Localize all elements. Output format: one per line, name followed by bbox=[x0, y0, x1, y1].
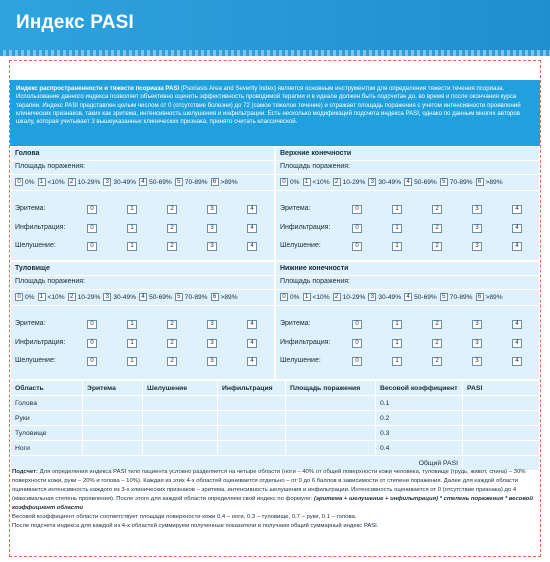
sign-label: Эритема: bbox=[280, 320, 311, 327]
input-cell[interactable] bbox=[83, 396, 143, 411]
panel-head bbox=[10, 146, 275, 261]
table-row bbox=[11, 426, 540, 441]
area-checkbox[interactable]: 2 bbox=[333, 178, 341, 186]
row-area: Ноги bbox=[11, 441, 83, 456]
area-checkbox[interactable]: 3 bbox=[368, 293, 376, 301]
panel-title: Туловище bbox=[15, 265, 50, 272]
input-cell[interactable] bbox=[218, 396, 286, 411]
score-checkbox[interactable]: 0 bbox=[352, 357, 362, 366]
score-checkbox[interactable]: 0 bbox=[87, 357, 97, 366]
area-checkbox[interactable]: 5 bbox=[440, 178, 448, 186]
col-area: Область bbox=[11, 381, 83, 396]
area-option[interactable] bbox=[15, 178, 35, 186]
sign-row bbox=[15, 242, 273, 254]
score-checkbox[interactable]: 3 bbox=[207, 242, 217, 251]
area-option[interactable] bbox=[139, 293, 172, 301]
score-checkbox[interactable]: 3 bbox=[472, 205, 482, 214]
area-checkbox[interactable]: 5 bbox=[175, 293, 183, 301]
page-header bbox=[0, 0, 550, 50]
area-options bbox=[15, 178, 241, 186]
area-option-label: 50-69% bbox=[149, 293, 172, 301]
area-option[interactable] bbox=[68, 178, 101, 186]
sign-row bbox=[15, 357, 273, 369]
area-option[interactable] bbox=[68, 293, 101, 301]
area-checkbox[interactable]: 4 bbox=[139, 178, 147, 186]
area-checkbox[interactable]: 3 bbox=[103, 293, 111, 301]
area-option-label: <10% bbox=[47, 293, 65, 301]
score-checkbox[interactable]: 2 bbox=[432, 357, 442, 366]
intro-block bbox=[10, 80, 540, 146]
input-cell[interactable] bbox=[83, 426, 143, 441]
score-checkbox[interactable]: 4 bbox=[512, 357, 522, 366]
row-area: Руки bbox=[11, 411, 83, 426]
area-checkbox[interactable]: 3 bbox=[103, 178, 111, 186]
score-checkbox[interactable]: 3 bbox=[472, 320, 482, 329]
input-cell[interactable] bbox=[218, 441, 286, 456]
area-option-label: 0% bbox=[290, 178, 300, 186]
score-checkbox[interactable]: 2 bbox=[167, 242, 177, 251]
area-checkbox[interactable]: 1 bbox=[38, 293, 46, 301]
area-checkbox[interactable]: 4 bbox=[404, 178, 412, 186]
panel-title: Верхние конечности bbox=[280, 150, 352, 157]
input-cell[interactable] bbox=[143, 426, 218, 441]
panel-upper-limbs bbox=[275, 146, 540, 261]
panel-title: Голова bbox=[15, 150, 40, 157]
score-checkbox[interactable]: 3 bbox=[207, 357, 217, 366]
area-option[interactable] bbox=[440, 293, 473, 301]
score-checkbox[interactable]: 4 bbox=[247, 357, 257, 366]
col-erythema: Эритема bbox=[83, 381, 143, 396]
area-option-label: 70-89% bbox=[184, 178, 208, 186]
sign-label: Эритема: bbox=[15, 320, 46, 327]
score-checkbox[interactable]: 4 bbox=[512, 339, 522, 348]
divider bbox=[11, 275, 274, 276]
score-checkbox[interactable]: 3 bbox=[207, 320, 217, 329]
area-checkbox[interactable]: 4 bbox=[139, 293, 147, 301]
sign-label: Инфильтрация: bbox=[15, 224, 66, 231]
col-scaling: Шелушение bbox=[143, 381, 218, 396]
score-checkbox[interactable]: 0 bbox=[352, 242, 362, 251]
score-checkbox[interactable]: 1 bbox=[127, 339, 137, 348]
footer-p1: Для определения индекса PASI тело пациента условно разделяется на четыре области (ноги – 40% от общей поверхности кожи человека, туловище (грудь, живот, спина) – 30% поверхности кожи, руки – 20% и голова – 10%). Каждая из этих 4-х областей оценивается отдельно – от 0 до 6 баллов в зависимости от степени поражения. Далее для каждой области оценивается интенсивность каждого из 3-х клинических признаков – эритема, интенсивность шелушения и инфильтрации. Интенсивность оценивается от 0 (отсутствие признака) до 4 (максимальная степень проявления). После этого для каждой области определяем свой индекс по формуле: bbox=[12, 469, 526, 502]
input-cell[interactable] bbox=[143, 441, 218, 456]
input-cell[interactable] bbox=[83, 441, 143, 456]
score-checkbox[interactable]: 3 bbox=[207, 205, 217, 214]
sign-label: Инфильтрация: bbox=[15, 339, 66, 346]
area-label: Площадь поражения: bbox=[280, 278, 350, 285]
area-option[interactable] bbox=[211, 178, 238, 186]
sign-label: Инфильтрация: bbox=[280, 339, 331, 346]
intro-text: является основным инструментом для определения тяжести течения псориаза. Использование данного индекса позволяет объективно оценить эффективность проводимой терапии и в идеале должен быть подсчитан до, во время и после окончания курса терапии. Индекс PASI представлен целым числом от 0 (отсутствие болезни) до 72 (самое тяжелое течение) и отражает площадь поражения с учетом интенсивности проявлений клинических признаков, таких как эритема, интенсивность шелушения и инфильтрации. Есть несколько модификаций подсчета индекса PASI, однако по данным многих авторов шкалу, которая учитывает 3 вышеуказанных клинических признака, принято считать классической. bbox=[16, 85, 521, 126]
sign-row bbox=[280, 339, 538, 351]
total-label: Общий PASI bbox=[11, 456, 463, 471]
area-checkbox[interactable]: 6 bbox=[476, 178, 484, 186]
area-option[interactable] bbox=[38, 178, 65, 186]
input-cell[interactable] bbox=[286, 441, 376, 456]
score-checkbox[interactable]: 2 bbox=[432, 224, 442, 233]
sign-label: Шелушение: bbox=[280, 242, 321, 249]
area-option[interactable] bbox=[476, 293, 503, 301]
score-checkbox[interactable]: 3 bbox=[207, 339, 217, 348]
divider bbox=[11, 289, 274, 290]
intro-lead: Индекс распространенности и тяжести псориаза PASI bbox=[16, 85, 180, 92]
area-option-label: 10-29% bbox=[77, 178, 101, 186]
area-checkbox[interactable]: 6 bbox=[476, 293, 484, 301]
score-checkbox[interactable]: 0 bbox=[87, 339, 97, 348]
score-checkbox[interactable]: 1 bbox=[127, 357, 137, 366]
score-checkbox[interactable]: 1 bbox=[392, 339, 402, 348]
area-option-label: 30-49% bbox=[378, 178, 402, 186]
sign-row bbox=[280, 205, 538, 217]
area-checkbox[interactable]: 5 bbox=[440, 293, 448, 301]
input-cell[interactable] bbox=[143, 396, 218, 411]
area-option-label: <10% bbox=[312, 178, 330, 186]
area-option-label: 70-89% bbox=[184, 293, 208, 301]
score-checkbox[interactable]: 4 bbox=[512, 205, 522, 214]
input-cell[interactable] bbox=[286, 411, 376, 426]
score-checkbox[interactable]: 4 bbox=[247, 320, 257, 329]
input-cell[interactable] bbox=[143, 411, 218, 426]
score-checkbox[interactable]: 4 bbox=[512, 320, 522, 329]
score-checkbox[interactable]: 1 bbox=[127, 205, 137, 214]
score-checkbox[interactable]: 2 bbox=[432, 205, 442, 214]
area-option-label: 50-69% bbox=[414, 293, 437, 301]
sign-label: Инфильтрация: bbox=[280, 224, 331, 231]
row-weight: 0.3 bbox=[376, 426, 463, 441]
divider bbox=[11, 160, 274, 161]
score-checkbox[interactable]: 0 bbox=[87, 242, 97, 251]
area-option-label: 10-29% bbox=[342, 293, 366, 301]
score-checkbox[interactable]: 2 bbox=[167, 320, 177, 329]
area-option-label: 30-49% bbox=[113, 293, 137, 301]
score-checkbox[interactable]: 2 bbox=[167, 339, 177, 348]
panel-lower-limbs bbox=[275, 261, 540, 380]
sign-row bbox=[15, 205, 273, 217]
score-checkbox[interactable]: 4 bbox=[247, 224, 257, 233]
score-checkbox[interactable]: 0 bbox=[352, 224, 362, 233]
area-option[interactable] bbox=[103, 178, 136, 186]
sign-label: Эритема: bbox=[15, 205, 46, 212]
table-row bbox=[11, 411, 540, 426]
area-option[interactable] bbox=[404, 178, 437, 186]
area-option-label: 30-49% bbox=[378, 293, 402, 301]
area-option[interactable] bbox=[303, 178, 330, 186]
sign-row bbox=[280, 224, 538, 236]
area-options bbox=[280, 293, 506, 301]
area-option[interactable] bbox=[440, 178, 473, 186]
area-option[interactable] bbox=[476, 178, 503, 186]
sign-row bbox=[15, 224, 273, 236]
area-checkbox[interactable]: 2 bbox=[68, 178, 76, 186]
footer-p3: После подсчета индекса для каждой из 4-х областей суммируем полученные показатели и получаем общий суммарный индекс PASI. bbox=[12, 523, 379, 529]
score-checkbox[interactable]: 3 bbox=[472, 357, 482, 366]
area-option-label: 70-89% bbox=[449, 293, 473, 301]
score-checkbox[interactable]: 3 bbox=[472, 339, 482, 348]
sign-label: Шелушение: bbox=[15, 357, 56, 364]
area-checkbox[interactable]: 6 bbox=[211, 178, 219, 186]
score-checkbox[interactable]: 0 bbox=[87, 205, 97, 214]
divider bbox=[11, 190, 274, 191]
table-row bbox=[11, 441, 540, 456]
sign-label: Эритема: bbox=[280, 205, 311, 212]
footer-formula: (эритема + шелушение + инфильтрация) * степень поражения * весовой коэффициент области bbox=[12, 496, 533, 511]
area-option-label: 10-29% bbox=[77, 293, 101, 301]
row-weight: 0.2 bbox=[376, 411, 463, 426]
input-cell[interactable] bbox=[218, 411, 286, 426]
area-label: Площадь поражения: bbox=[15, 163, 85, 170]
area-checkbox[interactable]: 0 bbox=[280, 293, 288, 301]
area-option[interactable] bbox=[175, 293, 208, 301]
score-checkbox[interactable]: 1 bbox=[392, 242, 402, 251]
area-checkbox[interactable]: 0 bbox=[15, 293, 23, 301]
area-option[interactable] bbox=[280, 293, 300, 301]
area-option[interactable] bbox=[15, 293, 35, 301]
score-checkbox[interactable]: 4 bbox=[512, 242, 522, 251]
score-checkbox[interactable]: 0 bbox=[352, 320, 362, 329]
score-checkbox[interactable]: 1 bbox=[127, 320, 137, 329]
area-option[interactable] bbox=[139, 178, 172, 186]
area-option[interactable] bbox=[303, 293, 330, 301]
input-cell[interactable] bbox=[286, 396, 376, 411]
score-checkbox[interactable]: 3 bbox=[472, 224, 482, 233]
score-checkbox[interactable]: 2 bbox=[432, 320, 442, 329]
score-checkbox[interactable]: 0 bbox=[87, 224, 97, 233]
area-option[interactable] bbox=[38, 293, 65, 301]
score-checkbox[interactable]: 0 bbox=[352, 205, 362, 214]
divider bbox=[11, 174, 274, 175]
area-checkbox[interactable]: 1 bbox=[38, 178, 46, 186]
divider bbox=[276, 275, 539, 276]
score-checkbox[interactable]: 2 bbox=[167, 205, 177, 214]
area-checkbox[interactable]: 4 bbox=[404, 293, 412, 301]
area-option[interactable] bbox=[404, 293, 437, 301]
col-area-extent: Площадь поражения bbox=[286, 381, 376, 396]
area-option-label: >89% bbox=[485, 293, 503, 301]
row-pasi-cell[interactable] bbox=[463, 441, 540, 456]
score-checkbox[interactable]: 1 bbox=[392, 205, 402, 214]
area-checkbox[interactable]: 3 bbox=[368, 178, 376, 186]
footer-p2: Весовой коэффициент области соответствует площади поверхности кожи 0.4 – ноги, 0.3 – туловище, 0.7 – руки, 0.1 – голова. bbox=[12, 514, 357, 520]
sign-row bbox=[280, 320, 538, 332]
area-checkbox[interactable]: 2 bbox=[333, 293, 341, 301]
row-area: Голова bbox=[11, 396, 83, 411]
area-option[interactable] bbox=[333, 178, 366, 186]
area-option-label: >89% bbox=[485, 178, 503, 186]
score-checkbox[interactable]: 3 bbox=[207, 224, 217, 233]
intro-lead-en: (Psoriasis Area and Severity Index) bbox=[180, 85, 277, 92]
area-option-label: 0% bbox=[25, 178, 35, 186]
row-pasi-cell[interactable] bbox=[463, 411, 540, 426]
score-checkbox[interactable]: 1 bbox=[392, 320, 402, 329]
area-option[interactable] bbox=[333, 293, 366, 301]
score-checkbox[interactable]: 4 bbox=[512, 224, 522, 233]
input-cell[interactable] bbox=[286, 426, 376, 441]
area-option-label: <10% bbox=[312, 293, 330, 301]
score-checkbox[interactable]: 1 bbox=[392, 224, 402, 233]
score-checkbox[interactable]: 0 bbox=[352, 339, 362, 348]
score-checkbox[interactable]: 4 bbox=[247, 242, 257, 251]
area-option-label: 70-89% bbox=[449, 178, 473, 186]
area-checkbox[interactable]: 0 bbox=[280, 178, 288, 186]
area-option[interactable] bbox=[103, 293, 136, 301]
area-option-label: >89% bbox=[220, 293, 238, 301]
score-checkbox[interactable]: 4 bbox=[247, 339, 257, 348]
pasi-summary-table bbox=[10, 380, 540, 471]
score-checkbox[interactable]: 3 bbox=[472, 242, 482, 251]
row-weight: 0.1 bbox=[376, 396, 463, 411]
divider bbox=[11, 305, 274, 306]
score-checkbox[interactable]: 1 bbox=[392, 357, 402, 366]
area-checkbox[interactable]: 1 bbox=[303, 293, 311, 301]
area-option-label: 10-29% bbox=[342, 178, 366, 186]
score-checkbox[interactable]: 4 bbox=[247, 205, 257, 214]
table-row bbox=[11, 396, 540, 411]
sign-label: Шелушение: bbox=[15, 242, 56, 249]
calculation-notes bbox=[12, 468, 538, 531]
row-area: Туловище bbox=[11, 426, 83, 441]
divider bbox=[276, 190, 539, 191]
panel-title: Нижние конечности bbox=[280, 265, 349, 272]
score-checkbox[interactable]: 2 bbox=[167, 357, 177, 366]
area-checkbox[interactable]: 1 bbox=[303, 178, 311, 186]
area-option-label: 50-69% bbox=[414, 178, 437, 186]
divider bbox=[276, 289, 539, 290]
area-checkbox[interactable]: 6 bbox=[211, 293, 219, 301]
area-checkbox[interactable]: 0 bbox=[15, 178, 23, 186]
area-option-label: 30-49% bbox=[113, 178, 137, 186]
area-label: Площадь поражения: bbox=[15, 278, 85, 285]
input-cell[interactable] bbox=[83, 411, 143, 426]
area-option[interactable] bbox=[368, 178, 401, 186]
area-option-label: 0% bbox=[290, 293, 300, 301]
sign-row bbox=[280, 357, 538, 369]
score-checkbox[interactable]: 0 bbox=[87, 320, 97, 329]
row-pasi-cell[interactable] bbox=[463, 396, 540, 411]
score-checkbox[interactable]: 1 bbox=[127, 242, 137, 251]
score-checkbox[interactable]: 2 bbox=[167, 224, 177, 233]
divider bbox=[276, 160, 539, 161]
area-label: Площадь поражения: bbox=[280, 163, 350, 170]
header-divider bbox=[0, 50, 550, 56]
area-checkbox[interactable]: 2 bbox=[68, 293, 76, 301]
area-option-label: >89% bbox=[220, 178, 238, 186]
row-weight: 0.4 bbox=[376, 441, 463, 456]
area-option[interactable] bbox=[175, 178, 208, 186]
sign-label: Шелушение: bbox=[280, 357, 321, 364]
score-checkbox[interactable]: 2 bbox=[432, 339, 442, 348]
row-pasi-cell[interactable] bbox=[463, 426, 540, 441]
area-options bbox=[280, 178, 506, 186]
col-infiltration: Инфильтрация bbox=[218, 381, 286, 396]
score-checkbox[interactable]: 2 bbox=[432, 242, 442, 251]
divider bbox=[276, 174, 539, 175]
sign-row bbox=[280, 242, 538, 254]
area-option-label: 50-69% bbox=[149, 178, 172, 186]
area-checkbox[interactable]: 5 bbox=[175, 178, 183, 186]
table-header-row bbox=[11, 381, 540, 396]
col-pasi: PASI bbox=[463, 381, 540, 396]
panel-trunk bbox=[10, 261, 275, 380]
area-option-label: <10% bbox=[47, 178, 65, 186]
footer-lead: Подсчет: bbox=[12, 469, 39, 475]
page-title: Индекс PASI bbox=[16, 12, 134, 33]
area-options bbox=[15, 293, 241, 301]
sign-row bbox=[15, 320, 273, 332]
divider bbox=[276, 305, 539, 306]
area-option[interactable] bbox=[280, 178, 300, 186]
area-option[interactable] bbox=[368, 293, 401, 301]
area-option-label: 0% bbox=[25, 293, 35, 301]
sign-row bbox=[15, 339, 273, 351]
area-option[interactable] bbox=[211, 293, 238, 301]
col-weight: Весовой коэффициент bbox=[376, 381, 463, 396]
input-cell[interactable] bbox=[218, 426, 286, 441]
score-checkbox[interactable]: 1 bbox=[127, 224, 137, 233]
